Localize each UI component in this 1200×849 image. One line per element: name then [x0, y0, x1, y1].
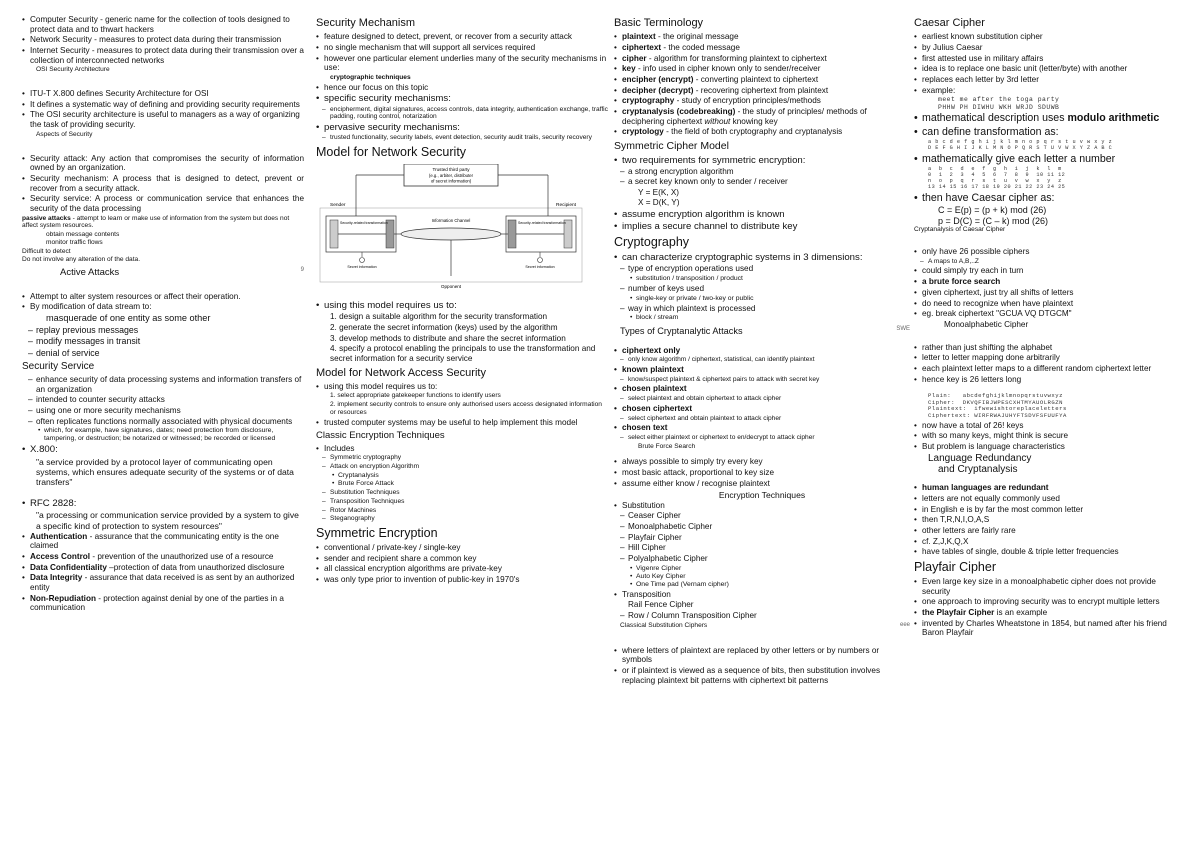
ss-3: – using one or more security mechanisms	[22, 406, 304, 416]
security-mechanism-title: Security Mechanism	[316, 17, 416, 29]
et-1e2: • Auto Key Cipher	[614, 573, 910, 581]
cet-3: – Substitution Techniques	[316, 489, 608, 497]
classical-substitution-title: Classical Substitution Ciphers eee	[620, 621, 910, 629]
scm-1b: – a secret key known only to sender / receiver	[614, 177, 910, 187]
message-box-left	[330, 220, 338, 248]
term-cipher: • cipher - algorithm for transforming plaintext to ciphertext	[614, 54, 910, 64]
ss-2: – intended to counter security attacks	[22, 395, 304, 405]
cst-1: • where letters of plaintext are replaced by other letters or by numbers or symbols	[614, 646, 910, 665]
term-cryptography: • cryptography - study of encryption principles/methods	[614, 96, 910, 106]
term-ciphertext: • ciphertext - the coded message	[614, 43, 910, 53]
cr-1c: – way in which plaintext is processed	[614, 304, 910, 314]
attack-chosen-text: • chosen text	[614, 423, 910, 433]
def-security-attack: • Security attack: Any action that compromises the security of information owned by an organization.	[22, 154, 304, 173]
mc-cipher: Cipher: DKVQFIBJWPESCXHTMYAUOLRGZN	[928, 398, 1063, 406]
cet-2b: • Brute Force Attack	[316, 480, 608, 488]
lr-3: • in English e is by far the most common letter	[914, 505, 1186, 515]
et-2b: – Row / Column Transposition Cipher	[614, 611, 910, 621]
column-3	[614, 14, 910, 686]
security-service-title: Security Service	[22, 360, 95, 372]
cc-1: • earliest known substitution cipher	[914, 32, 1186, 42]
cc-8b: D E F G H I J K L M N O P Q R S T U V W X Y Z A B C	[928, 145, 1113, 152]
x800-quote: "a service provided by a protocol layer of communicating open systems, which ensures adequate security of the systems or of data transfers"	[36, 456, 294, 487]
mc-plain: Plain: abcdefghijklmnopqrstuvwxyz	[928, 392, 1063, 400]
language-redundancy-title-2: and Cryptanalysis	[938, 464, 1018, 476]
mc-2: • letter to letter mapping done arbitrarily	[914, 353, 1186, 363]
cr-1c1: • block / stream	[614, 314, 910, 322]
attack-chosen-ciphertext: • chosen ciphertext	[614, 404, 910, 414]
scm-eq1: Y = E(K, X)	[638, 188, 680, 198]
bullet-osi-useful: • The OSI security architecture is useful to managers as a way of organizing the task of providing security.	[22, 110, 304, 129]
cryptography-title: Cryptography	[614, 235, 690, 250]
bf-3: • assume either know / recognise plaintext	[614, 479, 910, 489]
pf-4: • invented by Charles Wheatstone in 1854, but named after his friend Baron Playfair	[914, 619, 1186, 638]
attack-2a: – know/suspect plaintext & ciphertext pairs to attack with secret key	[614, 376, 910, 384]
rfc-label: • RFC 2828:	[22, 498, 304, 509]
mc-4: • hence key is 26 letters long	[914, 375, 1186, 385]
playfair-title: Playfair Cipher	[914, 559, 996, 574]
sm-3: • however one particular element underlies many of the security mechanisms in use:	[316, 54, 608, 73]
cc-6b: PHHW PH DIWHU WKH WRJD SDUWB	[938, 103, 1060, 111]
et-1b: – Monoalphabetic Cipher	[614, 522, 910, 532]
cc-8: • can define transformation as:	[914, 126, 1186, 139]
cr-1b: – number of keys used	[614, 284, 910, 294]
bf-1: • always possible to simply try every key	[614, 457, 910, 467]
attack-5a: – select either plaintext or ciphertext to en/decrypt to attack cipher	[614, 434, 910, 442]
cc-6a: meet me after the toga party	[938, 96, 1060, 104]
cet-4: – Transposition Techniques	[316, 498, 608, 506]
mc-6: • with so many keys, might think is secure	[914, 431, 1186, 441]
cc-5: • replaces each letter by 3rd letter	[914, 75, 1186, 85]
cc-2: • by Julius Caesar	[914, 43, 1186, 53]
term-cryptology: • cryptology - the field of both cryptography and cryptanalysis	[614, 127, 910, 137]
stt-label-left: Security-related transformation	[340, 221, 388, 226]
caesar-cipher-title: Caesar Cipher	[914, 17, 985, 29]
sender-label: Sender	[330, 203, 346, 209]
cr-1b1: • single-key or private / two-key or public	[614, 295, 910, 303]
monoalphabetic-title: Monoalphabetic Cipher	[944, 319, 1029, 329]
x800-label: • X.800:	[22, 444, 304, 455]
opponent-label: Opponent	[440, 284, 462, 290]
stt-label-right: Security-related transformation	[518, 221, 566, 226]
mc-5: • now have a total of 26! keys	[914, 421, 1186, 431]
secure-box-right	[508, 220, 516, 248]
language-redundancy-title: Language Redundancy	[928, 452, 1032, 464]
pervasive-mechanisms: • pervasive security mechanisms:	[316, 122, 608, 133]
def-security-mechanism: • Security mechanism: A process that is designed to detect, prevent or recover from a security attack.	[22, 174, 304, 193]
trusted-label-3: of secret information)	[430, 178, 472, 184]
term-plaintext: • plaintext - the original message	[614, 32, 910, 42]
mc-plaintext: Plaintext: ifwewishtoreplaceletters	[928, 405, 1067, 413]
scm-1a: – a strong encryption algorithm	[614, 167, 910, 177]
ss-4a: • which, for example, have signatures, dates; need protection from disclosure, tampering, or destruction; be notarized or witnessed; be recorded or licensed	[22, 427, 304, 443]
et-1d: – Hill Cipher	[614, 543, 910, 553]
cc-10: • then have Caesar cipher as:	[914, 192, 1186, 205]
access-use: • using this model requires us to:	[316, 382, 608, 392]
secret-info-right: Secret information	[525, 265, 555, 270]
active-2b: – replay previous messages	[22, 325, 304, 335]
aspects-title: Aspects of Security	[36, 130, 93, 138]
model-use-3: 3. develop methods to distribute and share the secret information	[330, 333, 566, 343]
channel-label: Information Channel	[431, 218, 471, 224]
column-4	[914, 14, 1186, 639]
cet-5: – Rotor Machines	[316, 507, 608, 515]
ss-1: – enhance security of data processing systems and information transfers of an organization	[22, 375, 304, 394]
passive-3: Difficult to detect	[22, 247, 71, 255]
pf-3: • the Playfair Cipher is an example	[914, 608, 1186, 618]
mc-1: • rather than just shifting the alphabet	[914, 343, 1186, 353]
recipient-label: Recipient	[556, 203, 576, 209]
pf-2: • one approach to improving security was to encrypt multiple letters	[914, 597, 1186, 607]
specific-list: – encipherment, digital signatures, access controls, data integrity, authentication exchange, traffic padding, routing control, notarization	[316, 106, 608, 122]
active-2c: – modify messages in transit	[22, 336, 304, 346]
passive-1: obtain message contents	[46, 231, 120, 239]
active-2a: masquerade of one entity as some other	[46, 312, 211, 323]
et-transposition: • Transposition	[614, 590, 910, 600]
se-4: • was only type prior to invention of public-key in 1970's	[316, 575, 608, 585]
column-1	[22, 14, 304, 614]
cc-10a: C = E(p) = (p + k) mod (26)	[938, 205, 1047, 216]
cc-9: • mathematically give each letter a number	[914, 153, 1186, 166]
cc-8a: a b c d e f g h i j k l m n o p q r s t u v w x y z	[928, 139, 1113, 146]
et-1c: – Playfair Cipher	[614, 533, 910, 543]
term-encipher: • encipher (encrypt) - converting plaintext to ciphertext	[614, 75, 910, 85]
specific-mechanisms: • specific security mechanisms:	[316, 93, 608, 104]
data-integrity: • Data Integrity - assurance that data received is as sent by an authorized entity	[22, 573, 304, 592]
cc-7: • mathematical description uses modulo arithmetic	[914, 112, 1186, 125]
access-use-2: 2. implement security controls to ensure only authorised users access designated information or resources	[330, 401, 602, 416]
cr-1a: – type of encryption operations used	[614, 264, 910, 274]
cca-1a: – A maps to A,B,..Z	[914, 258, 1186, 266]
bullet-computer-security: • Computer Security - generic name for the collection of tools designed to protect data and to thwart hackers	[22, 15, 304, 34]
scm-1: • two requirements for symmetric encryption:	[614, 155, 910, 166]
lr-4: • then T,R,N,I,O,A,S	[914, 515, 1186, 525]
cet-includes: • Includes	[316, 444, 608, 454]
trusted-label-2: (e.g., arbiter, distributer	[428, 173, 474, 179]
model-use-1: 1. design a suitable algorithm for the security transformation	[330, 312, 548, 322]
cc-9c: n o p q r s t u v w x y z	[928, 178, 1062, 185]
mc-7: • But problem is language characteristics	[914, 442, 1186, 452]
attack-ciphertext-only: • ciphertext only	[614, 346, 910, 356]
model-network-security-title: Model for Network Security	[316, 145, 467, 160]
term-key: • key - info used in cipher known only to sender/receiver	[614, 64, 910, 74]
data-confidentiality: • Data Confidentiality –protection of data from unauthorized disclosure	[22, 563, 304, 573]
cca-3: • a brute force search	[914, 277, 1186, 287]
lr-7: • have tables of single, double & triple letter frequencies	[914, 547, 1186, 557]
se-2: • sender and recipient share a common key	[316, 554, 608, 564]
cc-9a: a b c d e f g h i j k l m	[928, 166, 1062, 173]
et-substitution: • Substitution	[614, 501, 910, 511]
sm-3a: cryptographic techniques	[330, 73, 411, 81]
osi-title: OSI Security Architecture	[36, 66, 110, 74]
symmetric-encryption-title: Symmetric Encryption	[316, 526, 438, 541]
brute-force-search-title: Brute Force Search	[638, 442, 696, 450]
sm-4: • hence our focus on this topic	[316, 83, 608, 93]
cca-6: • eg. break ciphertext "GCUA VQ DTGCM"	[914, 309, 1186, 319]
attack-chosen-plaintext: • chosen plaintext	[614, 384, 910, 394]
access-use-1: 1. select appropriate gatekeeper functions to identify users	[330, 392, 501, 400]
active-attacks-title: Active Attacks 9	[60, 267, 304, 279]
et-1e3: • One Time pad (Vernam cipher)	[614, 581, 910, 589]
passive-attacks: passive attacks - attempt to learn or make use of information from the system but does not affect system resources.	[22, 214, 290, 230]
bullet-systematic: • It defines a systematic way of defining and providing security requirements	[22, 100, 304, 110]
network-security-diagram	[316, 164, 586, 292]
access-control: • Access Control - prevention of the unauthorized use of a resource	[22, 552, 304, 562]
attack-4a: – select ciphertext and obtain plaintext to attack cipher	[614, 415, 910, 423]
term-decipher: • decipher (decrypt) - recovering ciphertext from plaintext	[614, 86, 910, 96]
cet-1: – Symmetric cryptography	[316, 454, 608, 462]
se-1: • conventional / private-key / single-key	[316, 543, 608, 553]
cst-2: • or if plaintext is viewed as a sequence of bits, then substitution involves replacing plaintext bit patterns with ciphertext bit patterns	[614, 666, 910, 685]
information-channel	[401, 228, 501, 240]
model-use-4: 4. specify a protocol enabling the principals to use the transformation and secret information for a security service	[330, 344, 596, 363]
cca-1: • only have 26 possible ciphers	[914, 247, 1186, 257]
lr-2: • letters are not equally commonly used	[914, 494, 1186, 504]
symmetric-cipher-model-title: Symmetric Cipher Model	[614, 139, 729, 152]
bullet-network-security: • Network Security - measures to protect data during their transmission	[22, 35, 304, 45]
mc-ciphertext: Ciphertext: WIRFRWAJUHYFTSDVFSFUUFYA	[928, 411, 1067, 419]
model-network-access-title: Model for Network Access Security	[316, 366, 486, 379]
pervasive-list: – trusted functionality, security labels, event detection, security audit trails, security recovery	[316, 134, 608, 142]
bullet-x800: • ITU-T X.800 defines Security Architecture for OSI	[22, 89, 304, 99]
non-repudiation: • Non-Repudiation - protection against denial by one of the parties in a communication	[22, 594, 304, 613]
basic-terminology-title: Basic Terminology	[614, 17, 704, 29]
et-2a: Rail Fence Cipher	[628, 600, 694, 610]
passive-2: monitor traffic flows	[46, 238, 103, 246]
def-security-service: • Security service: A process or communication service that enhances the security of the data processing	[22, 194, 304, 213]
classic-encryption-title: Classic Encryption Techniques	[316, 430, 445, 442]
cet-6: – Steganography	[316, 515, 608, 523]
lr-1: • human languages are redundant	[914, 483, 1186, 493]
cc-10b: p = D(C) = (C – k) mod (26)	[938, 215, 1049, 226]
lr-6: • cf. Z,J,K,Q,X	[914, 537, 1186, 547]
cryptanalytic-attacks-title: Types of Cryptanalytic Attacks SWE	[620, 325, 910, 336]
scm-eq2: X = D(K, Y)	[638, 197, 680, 207]
et-1e: – Polyalphabetic Cipher	[614, 554, 910, 564]
encryption-techniques-title: Encryption Techniques	[718, 489, 806, 500]
cca-5: • do need to recognize when have plaintext	[914, 299, 1186, 309]
model-use: • using this model requires us to:	[316, 300, 608, 311]
se-3: • all classical encryption algorithms are private-key	[316, 564, 608, 574]
model-use-2: 2. generate the secret information (keys) used by the algorithm	[330, 322, 558, 332]
attack-known-plaintext: • known plaintext	[614, 365, 910, 375]
cc-9d: 13 14 15 16 17 18 19 20 21 22 23 24 25	[928, 184, 1066, 191]
active-1: • Attempt to alter system resources or affect their operation.	[22, 292, 304, 302]
pf-1: • Even large key size in a monoalphabetic cipher does not provide security	[914, 577, 1186, 596]
et-1a: – Ceaser Cipher	[614, 511, 910, 521]
cc-3: • first attested use in military affairs	[914, 54, 1186, 64]
access-use-3: • trusted computer systems may be useful to help implement this model	[316, 418, 608, 428]
cet-2: – Attack on encryption Algorithm	[316, 463, 608, 471]
authentication: • Authentication - assurance that the communicating entity is the one claimed	[22, 532, 304, 551]
bf-2: • most basic attack, proportional to key size	[614, 468, 910, 478]
lr-5: • other letters are fairly rare	[914, 526, 1186, 536]
cet-2a: • Cryptanalysis	[316, 472, 608, 480]
sm-1: • feature designed to detect, prevent, or recover from a security attack	[316, 32, 608, 42]
scm-3: • implies a secure channel to distribute key	[614, 221, 910, 232]
active-2d: – denial of service	[22, 348, 304, 358]
column-2	[316, 14, 608, 586]
attack-1a: – only know algorithm / ciphertext, statistical, can identify plaintext	[614, 356, 910, 364]
trusted-label-1: Trusted third party	[432, 167, 470, 173]
cc-6: • example:	[914, 86, 1186, 96]
cryptanalysis-caesar-title: Cryptanalysis of Caesar Cipher	[914, 226, 1006, 234]
cr-1: • can characterize cryptographic systems in 3 dimensions:	[614, 252, 910, 263]
secret-info-left: Secret information	[347, 265, 377, 270]
active-2: • By modification of data stream to:	[22, 302, 304, 312]
passive-4: Do not involve any alteration of the data.	[22, 256, 141, 264]
cca-4: • given ciphertext, just try all shifts of letters	[914, 288, 1186, 298]
cc-9b: 0 1 2 3 4 5 6 7 8 9 10 11 12	[928, 172, 1066, 179]
cr-1a1: • substitution / transposition / product	[614, 275, 910, 283]
scm-2: • assume encryption algorithm is known	[614, 209, 910, 220]
cc-4: • idea is to replace one basic unit (letter/byte) with another	[914, 64, 1186, 74]
attack-3a: – select plaintext and obtain ciphertext to attack cipher	[614, 395, 910, 403]
cca-2: • could simply try each in turn	[914, 266, 1186, 276]
mc-3: • each plaintext letter maps to a different random ciphertext letter	[914, 364, 1186, 374]
ss-4: – often replicates functions normally associated with physical documents	[22, 417, 304, 427]
bullet-internet-security: • Internet Security - measures to protect data during their transmission over a collection of interconnected networks	[22, 46, 304, 65]
term-cryptanalysis: • cryptanalysis (codebreaking) - the study of principles/ methods of deciphering ciphertext without knowing key	[614, 107, 910, 126]
sm-2: • no single mechanism that will support all services required	[316, 43, 608, 53]
et-1e1: • Vigenre Cipher	[614, 565, 910, 573]
rfc-quote: "a processing or communication service provided by a system to give a specific kind of protection to system resources"	[36, 510, 299, 531]
